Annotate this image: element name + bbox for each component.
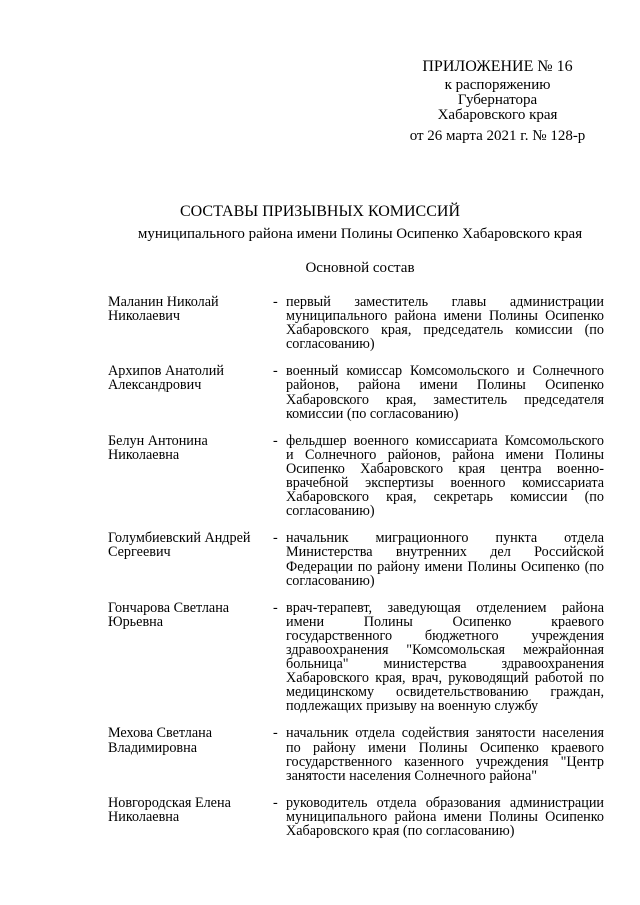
appendix-line-2: Губернатора [457, 92, 538, 108]
member-surname-name: Белун Антонина [108, 432, 208, 449]
member-role: руководитель отдела образования администрации муниципального района имени Полины Осипенко Хабаровского края (по согласованию) [286, 794, 604, 839]
member-role: начальник отдела содействия занятости населения по району имени Полины Осипенко краевого государственного казенного учреждения "Центр занятости населения Солнечного района" [286, 725, 604, 784]
member-surname-name: Архипов Анатолий [108, 363, 224, 380]
member-name [108, 726, 273, 754]
appendix-title: ПРИЛОЖЕНИЕ № 16 [422, 58, 573, 75]
members-list [108, 295, 604, 838]
member-surname-name: Маланин Николай [108, 294, 219, 310]
member-row [108, 364, 604, 420]
document-title: СОСТАВЫ ПРИЗЫВНЫХ КОМИССИЙ [179, 203, 461, 220]
member-patronymic: Владимировна [108, 739, 197, 756]
member-role: врач-терапевт, заведующая отделением района имени Полины Осипенко краевого государственного бюджетного учреждения здравоохранения "Комсомольская межрайонная больница" министерства здравоохранения Хабаровского края, врач, руководящий работой по медицинскому освидетельствованию граждан, подлежащих призыву на военную службу [286, 599, 604, 715]
member-row [108, 295, 604, 351]
member-role: начальник миграционного пункта отдела Министерства внутренних дел Российской Федерации по району имени Полины Осипенко (по согласованию) [286, 530, 604, 589]
member-dash: - [273, 794, 278, 811]
member-role: первый заместитель главы администрации муниципального района имени Полины Осипенко Хабаровского края, председатель комиссии (по согласованию) [286, 294, 604, 353]
member-patronymic: Николаевна [108, 808, 180, 825]
member-surname-name: Голумбиевский Андрей [108, 530, 251, 547]
section-title: Основной состав [305, 260, 415, 276]
member-name [108, 364, 273, 392]
appendix-line-1: к распоряжению [444, 77, 551, 93]
member-surname-name: Новгородская Елена [108, 794, 231, 811]
member-surname-name: Мехова Светлана [108, 725, 213, 742]
member-dash: - [273, 725, 278, 742]
member-name [108, 434, 273, 462]
member-patronymic: Николаевич [108, 308, 181, 325]
member-name [108, 531, 273, 559]
member-surname-name: Гончарова Светлана [108, 599, 230, 616]
member-row [108, 531, 604, 587]
member-patronymic: Александрович [108, 377, 202, 394]
member-patronymic: Сергеевич [108, 544, 171, 561]
member-name [108, 601, 273, 629]
member-row [108, 434, 604, 519]
member-patronymic: Юрьевна [108, 613, 164, 630]
member-row [108, 601, 604, 714]
document-subtitle: муниципального района имени Полины Осипенко Хабаровского края [137, 226, 583, 242]
member-dash: - [273, 599, 278, 616]
member-patronymic: Николаевна [108, 446, 180, 463]
member-dash: - [273, 363, 278, 380]
member-dash: - [273, 294, 278, 310]
member-role: военный комиссар Комсомольского и Солнечного районов, района имени Полины Осипенко Хабаровского края, заместитель председателя комиссии (по согласованию) [286, 363, 604, 422]
member-role: фельдшер военного комиссариата Комсомольского и Солнечного районов, района имени Полины Осипенко Хабаровского края центра военно-врачебной экспертизы военного комиссариата Хабаровского края, секретарь комиссии (по согласованию) [286, 432, 604, 520]
member-row [108, 726, 604, 782]
appendix-header [380, 58, 615, 144]
member-row [108, 796, 604, 838]
appendix-date: от 26 марта 2021 г. № 128-р [409, 128, 586, 144]
member-name [108, 295, 273, 323]
member-dash: - [273, 432, 278, 449]
member-name [108, 796, 273, 824]
appendix-line-3: Хабаровского края [437, 107, 558, 123]
member-dash: - [273, 530, 278, 547]
